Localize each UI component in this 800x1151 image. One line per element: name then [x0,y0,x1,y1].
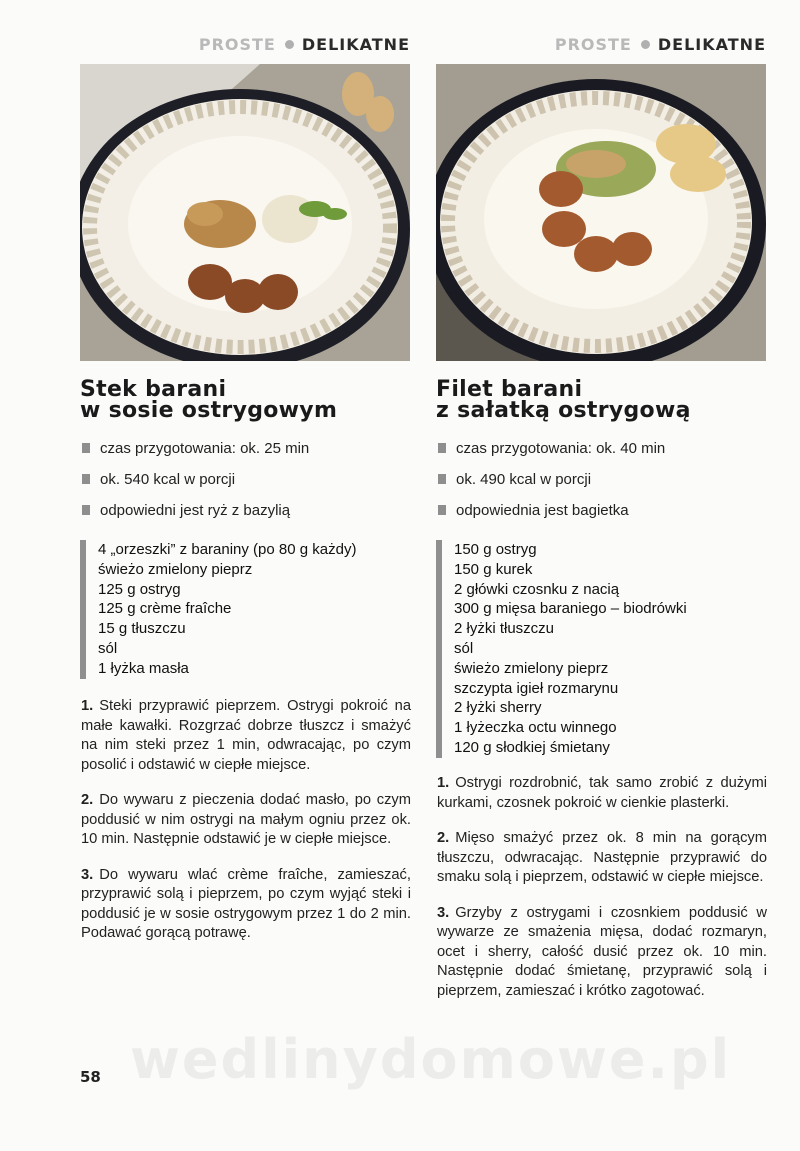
ingredient: 1 łyżka masła [98,659,189,677]
bullet-icon [438,443,446,453]
ingredient: 120 g słodkiej śmietany [454,738,610,756]
tag-delicate: DELIKATNE [657,34,766,54]
meta-side: odpowiednia jest bagietka [438,500,665,520]
recipe-meta [438,438,665,531]
ingredient: 4 „orzeszki” z baraniny (po 80 g każdy) [98,541,357,558]
ingredient: świeżo zmielony pieprz [454,659,609,677]
step-number: 3. [437,904,450,921]
recipe-meta [82,438,309,531]
step-text: Do wywaru wlać crème fraîche, zamieszać, przyprawić solą i pieprzem, po czym wyjąć steki i poddusić je w sosie ostrygowym przez 1 do 2 min. Podawać gorącą potrawę. [81,866,411,941]
step-number: 1. [81,698,94,714]
step [437,904,767,1002]
title-line: z sałatką ostrygową [436,398,691,423]
ingredient: 150 g kurek [454,560,533,578]
bullet-icon [82,505,90,515]
step-text: Steki przyprawić pieprzem. Ostrygi pokroić na małe kawałki. Rozgrzać dobrze tłuszcz i smażyć na nim steki przez 1 min, odwracając, po czym posolić i odstawić w ciepłe miejsce. [81,698,411,773]
tag-separator-dot [641,40,650,49]
step-text: Do wywaru z pieczenia dodać masło, po czym poddusić w nim ostrygi na małym ogniu przez ok. 10 min. Następnie odstawić je w ciepłe miejsce. [81,792,411,847]
ingredient: 2 łyżki tłuszczu [454,620,555,638]
bullet-icon [82,443,90,453]
ingredient: sól [98,639,118,657]
tag-simple: PROSTE [554,34,632,54]
meta-time: czas przygotowania: ok. 40 min [438,438,665,458]
watermark: wedlinydomowe.pl [130,1028,732,1091]
step-text: Mięso smażyć przez ok. 8 min na gorącym tłuszczu, odwracając. Następnie przyprawić do smaku solą i pieprzem, odstawić w ciepłe miejsce. [437,830,767,885]
dish-photo [80,64,410,361]
step [81,866,411,944]
step [437,774,767,813]
ingredient: świeżo zmielony pieprz [98,560,253,578]
difficulty-tags [199,34,410,54]
ingredient: 15 g tłuszczu [98,620,186,638]
page-number: 58 [80,1068,101,1086]
meta-kcal: ok. 490 kcal w porcji [438,469,665,489]
step-text: Ostrygi rozdrobnić, tak samo zrobić z dużymi kurkami, czosnek pokroić w cienkie plasterki. [437,775,767,811]
plate-icon [436,64,766,361]
ingredient: 125 g crème fraîche [98,600,232,618]
step-number: 2. [81,792,94,808]
step [437,829,767,888]
bullet-icon [438,474,446,484]
ingredient: 2 łyżki sherry [454,699,542,717]
tag-delicate: DELIKATNE [301,34,410,54]
ingredients-list [80,540,356,679]
step-number: 2. [437,830,450,846]
step-number: 1. [437,775,450,791]
title-line: Stek barani [80,377,227,402]
step-number: 3. [81,866,94,883]
tag-separator-dot [285,40,294,49]
ingredient: szczypta igieł rozmarynu [454,679,619,697]
ingredient: sól [454,639,474,657]
title-line: Filet barani [436,377,583,402]
step-text: Grzyby z ostrygami i czosnkiem poddusić w wywarze ze smażenia mięsa, dodać rozmaryn, ocet i sherry, całość dusić przez ok. 10 min. Następnie dodać śmietanę, przyprawić solą i pieprzem, zamieszać i krótko zagotować. [437,904,767,999]
ingredient: 150 g ostryg [454,541,537,558]
instructions [437,774,767,1017]
recipe-title [436,379,691,421]
bullet-icon [82,474,90,484]
step [81,791,411,850]
dish-photo [436,64,766,361]
ingredient: 2 główki czosnku z nacią [454,580,620,598]
ingredient: 1 łyżeczka octu winnego [454,719,617,737]
ingredients-list [436,540,687,758]
ingredient: 125 g ostryg [98,580,181,598]
plate-icon [80,64,410,361]
meta-time: czas przygotowania: ok. 25 min [82,438,309,458]
meta-side: odpowiedni jest ryż z bazylią [82,500,309,520]
difficulty-tags [555,34,766,54]
meta-kcal: ok. 540 kcal w porcji [82,469,309,489]
instructions [81,697,411,960]
ingredient: 300 g mięsa baraniego – biodrówki [454,600,687,618]
step [81,697,411,775]
bullet-icon [438,505,446,515]
title-line: w sosie ostrygowym [80,398,338,423]
tag-simple: PROSTE [198,34,276,54]
recipe-title [80,379,337,421]
